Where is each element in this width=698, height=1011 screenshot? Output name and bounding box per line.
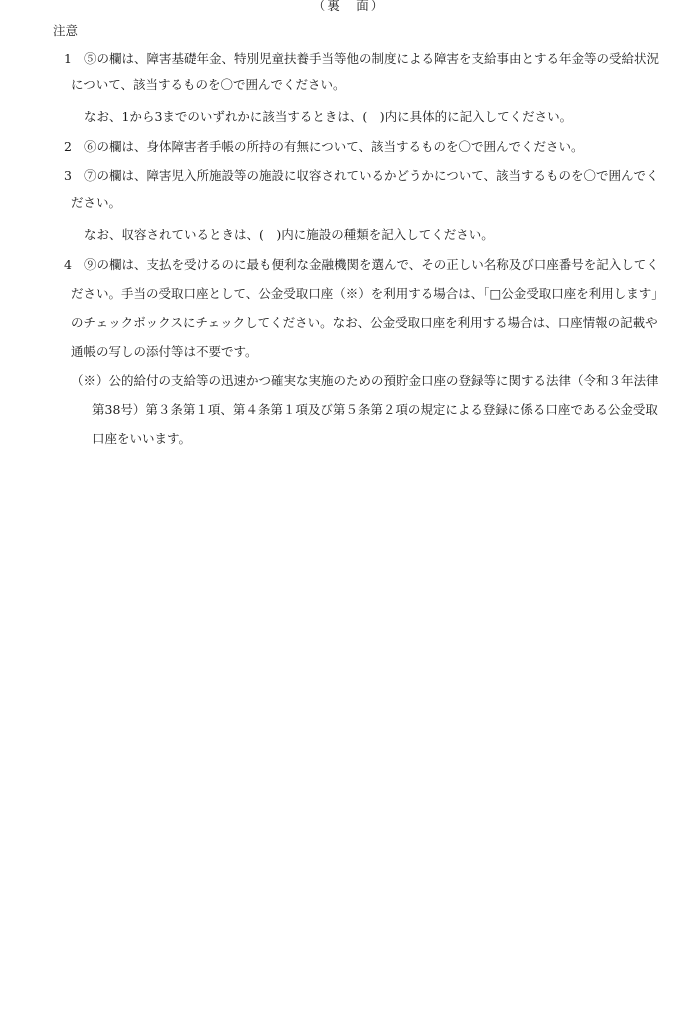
item-1-text-1: ⑤の欄は、障害基礎年金、特別児童扶養手当等他の制度による障害を支給事由とする年金等の受給状況 [83,51,659,66]
item-4-line-1 [64,259,659,272]
item-2-line-1 [64,141,584,154]
item-4-number: 4 [64,257,72,272]
item-4-line-3: のチェックボックスにチェックしてください。なお、公金受取口座を利用する場合は、口座情報の記載や [71,315,658,330]
note-title: 注意 [53,23,79,38]
item-3-line-1 [64,170,659,183]
footnote-line-1: （※）公的給付の支給等の迅速かつ確実な実施のための預貯金口座の登録等に関する法律（令和３年法律 [71,373,659,388]
item-3-text-1: ⑦の欄は、障害児入所施設等の施設に収容されているかどうかについて、該当するものを〇で囲んでく [83,168,659,183]
item-1-line-1 [64,53,659,66]
item-3-number: 3 [64,168,72,183]
item-1-line-2: について、該当するものを〇で囲んでください。 [71,77,346,92]
page-header: （裏 面） [312,0,386,13]
item-4-line-4: 通帳の写しの添付等は不要です。 [71,344,258,359]
item-2-number: 2 [64,139,72,154]
item-4-line-2: ださい。手当の受取口座として、公金受取口座（※）を利用する場合は、「□公金受取口座を利用します」 [71,286,664,301]
item-4-text-1: ⑨の欄は、支払を受けるのに最も便利な金融機関を選んで、その正しい名称及び口座番号を記入してく [83,257,659,272]
item-2-text-1: ⑥の欄は、身体障害者手帳の所持の有無について、該当するものを〇で囲んでください。 [83,139,584,154]
item-1-number: 1 [64,51,72,66]
item-3-line-3: なお、収容されているときは、( )内に施設の種類を記入してください。 [84,227,494,242]
footnote-line-2: 第38号）第３条第１項、第４条第１項及び第５条第２項の規定による登録に係る口座である公金受取 [92,402,658,417]
item-1-line-3: なお、1から3までのいずれかに該当するときは、( )内に具体的に記入してください。 [84,109,573,124]
item-3-line-2: ださい。 [71,195,122,210]
footnote-line-3: 口座をいいます。 [92,431,192,446]
